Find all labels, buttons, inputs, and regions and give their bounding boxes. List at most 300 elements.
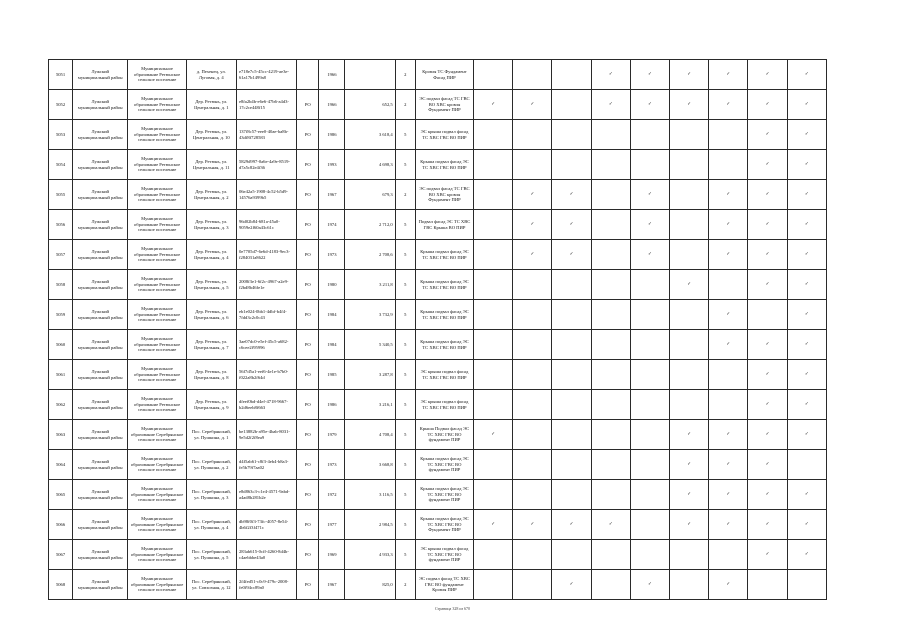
area-cell: 825,0 [345,570,395,600]
checkmark-cell: ✓ [670,420,709,450]
empty-work-cell [474,360,513,390]
empty-work-cell [787,450,826,480]
row-number-cell: 5066 [49,510,73,540]
empty-work-cell [474,150,513,180]
empty-work-cell [630,150,669,180]
wall-material-cell: РО [297,270,319,300]
empty-work-cell [670,150,709,180]
empty-work-cell [513,270,552,300]
district-cell: Лужский муниципальный район [73,420,128,450]
floors-cell: 5 [395,420,415,450]
empty-work-cell [474,180,513,210]
checkmark-cell: ✓ [787,330,826,360]
build-year-cell: 1984 [319,330,345,360]
checkmark-cell: ✓ [709,420,748,450]
checkmark-cell: ✓ [748,450,787,480]
checkmark-cell: ✓ [787,60,826,90]
empty-work-cell [591,150,630,180]
empty-work-cell [513,450,552,480]
checkmark-cell: ✓ [552,570,591,600]
house-id-cell: be13882b-a95e-4bab-8031-9e5d2f2f8ea9 [236,420,296,450]
municipality-cell: Муниципальное образование Ретюнское сельское поселение [128,90,186,120]
works-list-cell: Крыша подвал фасад ЭС ТС ХВС ГВС ВО фундамент ПИР [415,450,473,480]
checkmark-cell: ✓ [474,90,513,120]
row-number-cell: 5064 [49,450,73,480]
empty-work-cell [474,120,513,150]
row-number-cell: 5059 [49,300,73,330]
build-year-cell: 1986 [319,390,345,420]
municipality-cell: Муниципальное образование Серебрянское сельское поселение [128,540,186,570]
area-cell: 3 618,4 [345,120,395,150]
empty-work-cell [591,330,630,360]
empty-work-cell [709,150,748,180]
district-cell: Лужский муниципальный район [73,300,128,330]
build-year-cell: 1993 [319,150,345,180]
house-id-cell: db98f0f3-73fc-4057-8e54-4b6f2f3f471c [236,510,296,540]
checkmark-cell: ✓ [748,480,787,510]
empty-work-cell [670,540,709,570]
empty-work-cell [709,120,748,150]
checkmark-cell: ✓ [709,90,748,120]
checkmark-cell: ✓ [748,90,787,120]
checkmark-cell: ✓ [748,420,787,450]
address-cell: Пос. Серебрянский, ул. Совхозная, д. 12 [186,570,236,600]
works-list-cell: Крыша Подвал фасад ЭС ТС ХВС ГВС ВО фундамент ПИР [415,420,473,450]
table-row [49,480,827,510]
checkmark-cell: ✓ [787,540,826,570]
municipality-cell: Муниципальное образование Серебрянское сельское поселение [128,510,186,540]
area-cell: 4 933,3 [345,540,395,570]
checkmark-cell: ✓ [709,570,748,600]
table-row [49,390,827,420]
table-row [49,60,827,90]
municipality-cell: Муниципальное образование Ретюнское сельское поселение [128,60,186,90]
works-list-cell: ЭС крыша подвал фасад ТС ХВС ГВС ВО ПИР [415,120,473,150]
empty-work-cell [513,60,552,90]
row-number-cell: 5058 [49,270,73,300]
row-number-cell: 5053 [49,120,73,150]
wall-material-cell: РО [297,330,319,360]
area-cell: 2 712,0 [345,210,395,240]
empty-work-cell [709,390,748,420]
address-cell: Дер. Ретюнь, ул. Центральная, д. 11 [186,150,236,180]
checkmark-cell: ✓ [709,240,748,270]
empty-work-cell [513,480,552,510]
works-list-cell: Крыша подвал фасад ЭС ТС ХВС ГВС ВО ПИР [415,240,473,270]
house-id-cell: eb1e024-0bb1-4dbf-b4f4-7fdd3c2c0c43 [236,300,296,330]
table-row [49,180,827,210]
empty-work-cell [513,570,552,600]
empty-work-cell [552,360,591,390]
empty-work-cell [513,390,552,420]
works-list-cell: Крыша подвал фасад ЭС ТС ХВС ГВС ВО ПИР [415,300,473,330]
checkmark-cell: ✓ [630,60,669,90]
checkmark-cell: ✓ [709,60,748,90]
checkmark-cell: ✓ [552,510,591,540]
build-year-cell: 1974 [319,210,345,240]
checkmark-cell: ✓ [709,510,748,540]
empty-work-cell [513,120,552,150]
floors-cell: 5 [395,300,415,330]
empty-work-cell [474,390,513,420]
empty-work-cell [709,540,748,570]
address-cell: Дер. Ретюнь, ул. Центральная, д. 7 [186,330,236,360]
checkmark-cell: ✓ [787,120,826,150]
table-row [49,90,827,120]
build-year-cell: 1966 [319,60,345,90]
empty-work-cell [552,270,591,300]
floors-cell: 5 [395,540,415,570]
checkmark-cell: ✓ [513,510,552,540]
house-id-cell: 3ae07dc0-e5ef-45c5-a682-c6cee2f95996 [236,330,296,360]
row-number-cell: 5061 [49,360,73,390]
empty-work-cell [474,480,513,510]
area-cell: 3 116,5 [345,480,395,510]
checkmark-cell: ✓ [748,510,787,540]
area-cell: 3 287,8 [345,360,395,390]
row-number-cell: 5057 [49,240,73,270]
checkmark-cell: ✓ [591,60,630,90]
empty-work-cell [709,360,748,390]
area-cell: 679,3 [345,180,395,210]
empty-work-cell [630,330,669,360]
wall-material-cell: РО [297,150,319,180]
build-year-cell: 1986 [319,120,345,150]
works-list-cell: Крыша подвал фасад ЭС ТС ХВС ГВС ВО ПИР [415,330,473,360]
district-cell: Лужский муниципальный район [73,480,128,510]
empty-work-cell [474,240,513,270]
area-cell: 3 732,9 [345,300,395,330]
municipality-cell: Муниципальное образование Ретюнское сельское поселение [128,180,186,210]
floors-cell: 5 [395,450,415,480]
checkmark-cell: ✓ [552,180,591,210]
wall-material-cell: РО [297,450,319,480]
row-number-cell: 5067 [49,540,73,570]
build-year-cell: 1977 [319,510,345,540]
address-cell: Дер. Ретюнь, ул. Центральная, д. 2 [186,180,236,210]
house-id-cell: 96d02b84-681a-45a0-9059e2f60a43c61c [236,210,296,240]
checkmark-cell: ✓ [748,270,787,300]
table-row [49,240,827,270]
empty-work-cell [474,330,513,360]
row-number-cell: 5054 [49,150,73,180]
empty-work-cell [591,210,630,240]
empty-work-cell [630,270,669,300]
district-cell: Лужский муниципальный район [73,180,128,210]
empty-work-cell [630,120,669,150]
checkmark-cell: ✓ [552,240,591,270]
checkmark-cell: ✓ [748,60,787,90]
checkmark-cell: ✓ [787,480,826,510]
house-id-cell: e8d863c3-c1e4-4571-9abd-a4ad8b281b2e [236,480,296,510]
table-row [49,270,827,300]
checkmark-cell: ✓ [787,180,826,210]
house-id-cell: 283ab615-0cff-4260-8d4b-c4aebbbe43a0 [236,540,296,570]
table-row [49,210,827,240]
area-cell: 4 708,4 [345,420,395,450]
district-cell: Лужский муниципальный район [73,240,128,270]
house-id-cell: 137f8c57-eee0-40ae-ba8b-43df8f728583 [236,120,296,150]
checkmark-cell: ✓ [709,180,748,210]
address-cell: Дер. Ретюнь, ул. Центральная, д. 10 [186,120,236,150]
works-list-cell: Кровля ТС Фундамент Фасад ПИР [415,60,473,90]
empty-work-cell [591,180,630,210]
works-list-cell: Крыша подвал фасад ЭС ТС ХВС ГВС ВО ПИР [415,150,473,180]
district-cell: Лужский муниципальный район [73,360,128,390]
house-id-cell: d4f5ab61-c8f3-4eb4-b8a3-fe5b79f7aa02 [236,450,296,480]
house-id-cell: 06e42a5-1908-4c52-b5d9-14576a9399b5 [236,180,296,210]
empty-work-cell [552,390,591,420]
empty-work-cell [630,450,669,480]
checkmark-cell: ✓ [670,90,709,120]
build-year-cell: 1967 [319,570,345,600]
checkmark-cell: ✓ [630,90,669,120]
wall-material-cell: РО [297,120,319,150]
house-id-cell: 56f7d5a1-eef6-4e1e-b7b0-f022a8b2f64d [236,360,296,390]
wall-material-cell: РО [297,570,319,600]
empty-work-cell [591,570,630,600]
empty-work-cell [630,420,669,450]
build-year-cell: 1985 [319,360,345,390]
floors-cell: 5 [395,210,415,240]
empty-work-cell [630,540,669,570]
table-row [49,420,827,450]
checkmark-cell: ✓ [670,270,709,300]
empty-work-cell [591,360,630,390]
area-cell: 3 668,8 [345,450,395,480]
empty-work-cell [552,420,591,450]
empty-work-cell [748,570,787,600]
address-cell: Дер. Ретюнь, ул. Центральная, д. 8 [186,360,236,390]
checkmark-cell: ✓ [670,450,709,480]
wall-material-cell: РО [297,90,319,120]
district-cell: Лужский муниципальный район [73,210,128,240]
checkmark-cell: ✓ [787,360,826,390]
address-cell: Пос. Серебрянский, ул. Пушкина, д. 3 [186,480,236,510]
floors-cell: 5 [395,120,415,150]
empty-work-cell [748,300,787,330]
checkmark-cell: ✓ [787,390,826,420]
checkmark-cell: ✓ [748,330,787,360]
district-cell: Лужский муниципальный район [73,540,128,570]
empty-work-cell [552,480,591,510]
address-cell: д. Пехенец, ул. Луговая, д. 4 [186,60,236,90]
works-list-cell: ЭС подвал фасад ТС ХВС ГВС ВО фундамент Кровля ПИР [415,570,473,600]
district-cell: Лужский муниципальный район [73,390,128,420]
area-cell: 3 211,8 [345,270,395,300]
area-cell: 2 708,6 [345,240,395,270]
empty-work-cell [552,150,591,180]
wall-material-cell [297,60,319,90]
checkmark-cell: ✓ [670,510,709,540]
empty-work-cell [630,510,669,540]
empty-work-cell [591,300,630,330]
floors-cell: 5 [395,150,415,180]
floors-cell: 2 [395,570,415,600]
register-table [48,59,827,600]
register-table-body [49,60,827,600]
empty-work-cell [474,570,513,600]
area-cell: 5 340,5 [345,330,395,360]
empty-work-cell [591,540,630,570]
floors-cell: 5 [395,240,415,270]
municipality-cell: Муниципальное образование Ретюнское сельское поселение [128,210,186,240]
works-list-cell: Крыша подвал фасад ЭС ТС ХВС ГВС ВО ПИР [415,270,473,300]
checkmark-cell: ✓ [513,180,552,210]
municipality-cell: Муниципальное образование Ретюнское сельское поселение [128,240,186,270]
checkmark-cell: ✓ [787,300,826,330]
build-year-cell: 1984 [319,300,345,330]
area-cell: 652,5 [345,90,395,120]
municipality-cell: Муниципальное образование Серебрянское сельское поселение [128,450,186,480]
wall-material-cell: РО [297,420,319,450]
empty-work-cell [552,120,591,150]
row-number-cell: 5051 [49,60,73,90]
empty-work-cell [591,390,630,420]
municipality-cell: Муниципальное образование Серебрянское сельское поселение [128,570,186,600]
checkmark-cell: ✓ [709,300,748,330]
checkmark-cell: ✓ [787,270,826,300]
empty-work-cell [474,60,513,90]
wall-material-cell: РО [297,540,319,570]
build-year-cell: 1972 [319,480,345,510]
empty-work-cell [670,330,709,360]
table-row [49,300,827,330]
empty-work-cell [474,450,513,480]
empty-work-cell [670,120,709,150]
table-row [49,510,827,540]
checkmark-cell: ✓ [748,210,787,240]
checkmark-cell: ✓ [513,90,552,120]
address-cell: Пос. Серебрянский, ул. Пушкина, д. 1 [186,420,236,450]
address-cell: Дер. Ретюнь, ул. Центральная, д. 1 [186,90,236,120]
district-cell: Лужский муниципальный район [73,120,128,150]
works-list-cell: ЭС крыша подвал фасад ТС ХВС ГВС ВО фундамент ПИР [415,540,473,570]
floors-cell: 5 [395,270,415,300]
checkmark-cell: ✓ [748,540,787,570]
row-number-cell: 5052 [49,90,73,120]
empty-work-cell [630,390,669,420]
checkmark-cell: ✓ [709,210,748,240]
checkmark-cell: ✓ [787,90,826,120]
municipality-cell: Муниципальное образование Ретюнское сельское поселение [128,390,186,420]
works-list-cell: Подвал фасад ЭС ТС ХВС ГВС Крыша ВО ПИР [415,210,473,240]
house-id-cell: 0e7705d7-6e6d-4183-9ec3-f284031a8622 [236,240,296,270]
checkmark-cell: ✓ [670,480,709,510]
floors-cell: 5 [395,390,415,420]
house-id-cell: 5829d997-0a6e-4a9e-8519-d7a5c82e4f36 [236,150,296,180]
works-list-cell: ЭС подвал фасад ТС ГВС ВО ХВС кровля Фундамент ПИР [415,90,473,120]
wall-material-cell: РО [297,300,319,330]
district-cell: Лужский муниципальный район [73,60,128,90]
checkmark-cell: ✓ [748,360,787,390]
municipality-cell: Муниципальное образование Серебрянское сельское поселение [128,420,186,450]
district-cell: Лужский муниципальный район [73,270,128,300]
district-cell: Лужский муниципальный район [73,90,128,120]
checkmark-cell: ✓ [591,90,630,120]
municipality-cell: Муниципальное образование Ретюнское сельское поселение [128,270,186,300]
works-list-cell: ЭС крыша подвал фасад ТС ХВС ГВС ВО ПИР [415,390,473,420]
build-year-cell: 1966 [319,90,345,120]
build-year-cell: 1979 [319,420,345,450]
empty-work-cell [513,360,552,390]
checkmark-cell: ✓ [513,240,552,270]
house-id-cell: e8fa2b4b-e6e6-47b6-a4d3-17c2ce448f15 [236,90,296,120]
empty-work-cell [670,240,709,270]
district-cell: Лужский муниципальный район [73,450,128,480]
address-cell: Пос. Серебрянский, ул. Пушкина, д. 4 [186,510,236,540]
empty-work-cell [474,300,513,330]
municipality-cell: Муниципальное образование Ретюнское сельское поселение [128,300,186,330]
empty-work-cell [513,420,552,450]
area-cell: 4 698,3 [345,150,395,180]
address-cell: Дер. Ретюнь, ул. Центральная, д. 3 [186,210,236,240]
wall-material-cell: РО [297,510,319,540]
empty-work-cell [513,540,552,570]
empty-work-cell [670,210,709,240]
municipality-cell: Муниципальное образование Ретюнское сельское поселение [128,150,186,180]
works-list-cell: ЭС крыша подвал фасад ТС ХВС ГВС ВО ПИР [415,360,473,390]
empty-work-cell [552,90,591,120]
row-number-cell: 5060 [49,330,73,360]
district-cell: Лужский муниципальный район [73,570,128,600]
checkmark-cell: ✓ [748,120,787,150]
checkmark-cell: ✓ [787,210,826,240]
empty-work-cell [670,300,709,330]
row-number-cell: 5068 [49,570,73,600]
checkmark-cell: ✓ [748,180,787,210]
house-id-cell: 2008f3e1-6f2c-4967-a2e9-f2bd8b46fe1e [236,270,296,300]
wall-material-cell: РО [297,360,319,390]
checkmark-cell: ✓ [630,570,669,600]
empty-work-cell [787,570,826,600]
table-row [49,450,827,480]
checkmark-cell: ✓ [552,210,591,240]
empty-work-cell [591,120,630,150]
row-number-cell: 5065 [49,480,73,510]
municipality-cell: Муниципальное образование Ретюнское сельское поселение [128,360,186,390]
empty-work-cell [552,300,591,330]
empty-work-cell [513,330,552,360]
address-cell: Дер. Ретюнь, ул. Центральная, д. 6 [186,300,236,330]
house-id-cell: e718e7c5-45cc-4219-ae3e-61a17b1499a8 [236,60,296,90]
checkmark-cell: ✓ [630,240,669,270]
address-cell: Пос. Серебрянский, ул. Пушкина, д. 5 [186,540,236,570]
checkmark-cell: ✓ [748,240,787,270]
page-footer: Страница 328 из 670 [434,606,471,611]
empty-work-cell [513,300,552,330]
checkmark-cell: ✓ [630,210,669,240]
municipality-cell: Муниципальное образование Ретюнское сельское поселение [128,330,186,360]
row-number-cell: 5062 [49,390,73,420]
floors-cell: 2 [395,180,415,210]
table-row [49,360,827,390]
works-list-cell: Крыша подвал фасад ЭС ТС ХВС ГВС ВО фундамент ПИР [415,480,473,510]
table-row [49,150,827,180]
empty-work-cell [474,540,513,570]
checkmark-cell: ✓ [591,510,630,540]
empty-work-cell [670,570,709,600]
row-number-cell: 5056 [49,210,73,240]
checkmark-cell: ✓ [709,330,748,360]
district-cell: Лужский муниципальный район [73,510,128,540]
checkmark-cell: ✓ [709,450,748,480]
empty-work-cell [591,480,630,510]
empty-work-cell [552,60,591,90]
empty-work-cell [513,150,552,180]
table-row [49,540,827,570]
checkmark-cell: ✓ [748,150,787,180]
